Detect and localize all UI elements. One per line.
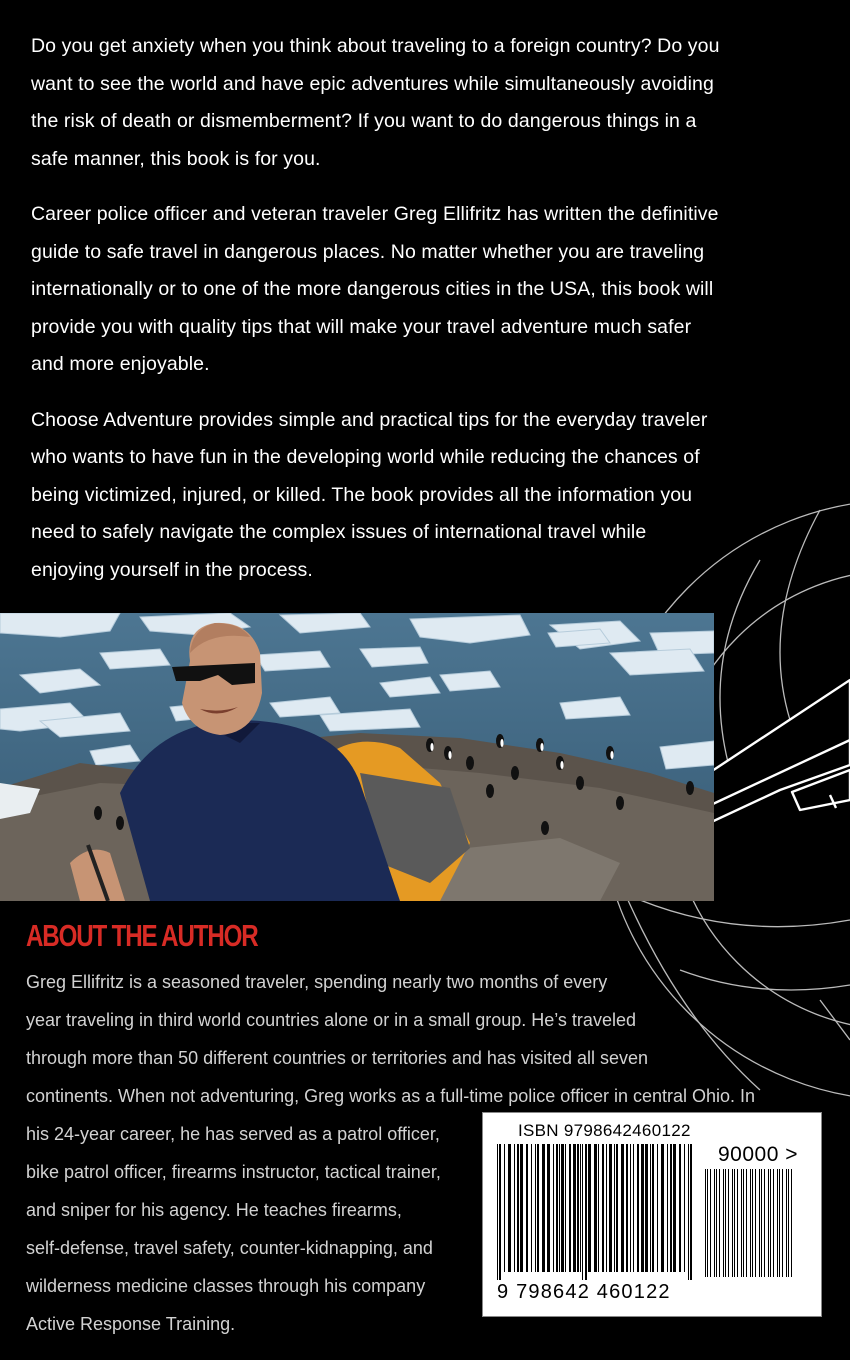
blurb-text [31,28,821,607]
barcode-bar [585,1144,587,1280]
author-bio-line: wilderness medicine classes through his company [26,1276,426,1296]
barcode-bar [761,1169,762,1277]
barcode-bar [526,1144,528,1272]
blurb-line: provide you with quality tips that will make your travel adventure much safer [31,315,692,338]
barcode-bar [755,1169,756,1277]
barcode-bar [602,1144,604,1272]
author-bio-line: continents. When not adventuring, Greg works as a full-time police officer in central Ohio. In [26,1086,756,1106]
barcode-bar [542,1144,545,1272]
barcode-bar [773,1169,774,1277]
blurb-line: who wants to have fun in the developing world while reducing the chances of [31,446,700,468]
author-bio-line: year traveling in third world countries alone or in a small group. He’s traveled [26,1010,636,1030]
blurb-paragraph-2 [31,196,821,384]
barcode-bar [759,1169,760,1277]
barcode-bar [791,1169,792,1277]
blurb-line: being victimized, injured, or killed. The book provides all the information you [31,483,693,506]
barcode-bar [690,1144,692,1280]
blurb-line: internationally or to one of the more dangerous cities in the USA, this book will [31,278,714,300]
barcode-bar [577,1144,579,1272]
barcode-addon-bars [705,1169,797,1279]
barcode-bar [764,1169,765,1277]
barcode-bar [707,1169,708,1277]
barcode-digits: 9 798642 460122 [497,1281,671,1303]
barcode-bar [652,1144,654,1272]
barcode-bar [723,1169,724,1277]
barcode-bar [719,1169,720,1277]
barcode-bar [786,1169,787,1277]
barcode-bar [598,1144,599,1272]
barcode-bar [770,1169,771,1277]
barcode-bar [497,1144,498,1280]
barcode-bar [684,1144,685,1272]
blurb-line: and more enjoyable. [31,353,210,375]
barcode-bar [688,1144,689,1280]
barcode-bar [679,1144,681,1272]
barcode-bar [737,1169,738,1277]
barcode-bar [514,1144,515,1272]
blurb-paragraph-3 [31,402,821,590]
barcode-bar [728,1169,729,1277]
blurb-paragraph-1 [31,28,821,178]
barcode-bar [569,1144,571,1272]
barcode-bar [580,1144,581,1272]
barcode-bar [710,1169,711,1277]
barcode-bar [741,1169,742,1277]
author-bio-line: bike patrol officer, firearms instructor, tactical trainer, [26,1162,441,1182]
barcode-bar [573,1144,576,1272]
barcode-bar [565,1144,566,1272]
barcode-bar [650,1144,651,1272]
barcode-bar [777,1169,778,1277]
barcode-bar [725,1169,726,1277]
barcode-bar [517,1144,519,1272]
barcode-bar [645,1144,648,1272]
barcode-bar [641,1144,644,1272]
barcode-bar [594,1144,597,1272]
barcode-bar [508,1144,511,1272]
barcode-bar [673,1144,676,1272]
author-bio-line: Active Response Training. [26,1314,236,1334]
barcode-bar [705,1169,706,1277]
barcode-bar [633,1144,634,1272]
about-the-author-heading: ABOUT THE AUTHOR [26,918,258,953]
author-photo [0,613,714,901]
barcode-bar [734,1169,735,1277]
barcode-bar [743,1169,744,1277]
barcode-bar [535,1144,536,1272]
barcode-bar [537,1144,539,1272]
barcode-bar [768,1169,769,1277]
barcode-bar [661,1144,664,1272]
barcode-bar [616,1144,618,1272]
isbn-barcode-box [482,1112,822,1317]
barcode-bar [732,1169,733,1277]
barcode-bar [531,1144,532,1272]
author-bio-line: his 24-year career, he has served as a patrol officer, [26,1124,440,1144]
blurb-line: safe manner, this book is for you. [31,147,321,170]
barcode-bar [553,1144,554,1272]
barcode-bar [561,1144,564,1272]
barcode-bar [630,1144,631,1272]
barcode-bar [657,1144,658,1272]
author-bio-line: and sniper for his agency. He teaches firearms, [26,1200,402,1220]
blurb-line: the risk of death or dismemberment? If you want to do dangerous things in a [31,110,697,132]
author-bio-line: self-defense, travel safety, counter-kidnapping, and [26,1238,433,1258]
barcode-bar [788,1169,789,1277]
barcode-bar [714,1169,715,1277]
barcode-bar [547,1144,550,1272]
barcode-bar [782,1169,783,1277]
author-bio [26,963,826,1115]
barcode-bar [621,1144,624,1272]
blurb-line: enjoying yourself in the process. [31,558,313,581]
barcode-bar [626,1144,628,1272]
blurb-line: need to safely navigate the complex issues of international travel while [31,521,647,543]
barcode-main-bars [497,1144,697,1284]
blurb-line: Choose Adventure provides simple and practical tips for the everyday traveler [31,408,708,431]
author-bio-line: through more than 50 different countries or territories and has visited all seven [26,1048,649,1068]
isbn-label: ISBN 9798642460122 [518,1121,691,1140]
barcode-bar [504,1144,505,1272]
barcode-bar [499,1144,501,1280]
blurb-line: Career police officer and veteran traveler Greg Ellifritz has written the definitive [31,203,719,225]
barcode-bar [606,1144,607,1272]
blurb-line: guide to safe travel in dangerous places. No matter whether you are traveling [31,240,705,263]
barcode-bar [582,1144,583,1280]
barcode-bar [667,1144,668,1272]
barcode-bar [609,1144,612,1272]
barcode-bar [746,1169,747,1277]
blurb-line: Do you get anxiety when you think about traveling to a foreign country? Do you [31,35,720,57]
barcode-bar [779,1169,780,1277]
barcode-bar [752,1169,753,1277]
barcode-bar [614,1144,615,1272]
blurb-line: want to see the world and have epic adventures while simultaneously avoiding [31,72,714,95]
barcode-bar [556,1144,558,1272]
barcode-bar [559,1144,560,1272]
author-bio-line: Greg Ellifritz is a seasoned traveler, spending nearly two months of every [26,972,608,992]
barcode-bar [637,1144,639,1272]
barcode-bar [588,1144,591,1272]
author-bio-continued [26,1115,476,1343]
barcode-bar [716,1169,717,1277]
barcode-bar [520,1144,523,1272]
barcode-bar [750,1169,751,1277]
price-code: 90000 > [718,1143,798,1166]
barcode-bar [670,1144,672,1272]
